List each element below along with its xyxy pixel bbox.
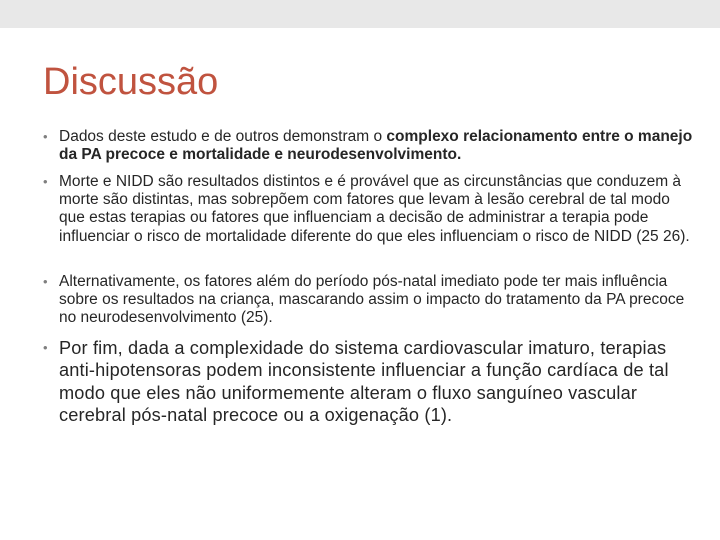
bullet-marker: • [43,129,48,144]
bullet-text-bold: complexo relacionamento entre o manejo da PA precoce e mortalidade e neurodesenvolvimento. [59,128,693,164]
bullet-text [59,128,699,164]
bullet-text: Alternativamente, os fatores além do período pós-natal imediato pode ter mais influência sobre os resultados na criança, mascarando assim o impacto do tratamento da PA precoce no neurodesenvolvimento (25). [59,273,685,327]
bullet-text-plain: Dados deste estudo e de outros demonstram o [59,128,387,145]
bullet-marker: • [43,340,48,355]
bullet-marker: • [43,174,48,189]
bullet-text: Por fim, dada a complexidade do sistema cardiovascular imaturo, terapias anti-hipotensoras podem inconsistente influenciar a função cardíaca de tal modo que eles não uniformemente alteram o fluxo sanguíneo vascular cerebral pós-natal precoce ou a oxigenação (1). [59,338,669,425]
bullet-marker: • [43,274,48,289]
top-band [0,0,720,28]
slide-title: Discussão [43,61,219,103]
bullet-text: Morte e NIDD são resultados distintos e é provável que as circunstâncias que conduzem à morte são distintas, mas sobrepõem com fatores que levam à lesão cerebral de tal modo que estas terapias ou fatores que influenciam a decisão de administrar a terapia pode influenciar o risco de mortalidade diferente do que eles influenciam o risco de NIDD (25 26). [59,173,690,245]
